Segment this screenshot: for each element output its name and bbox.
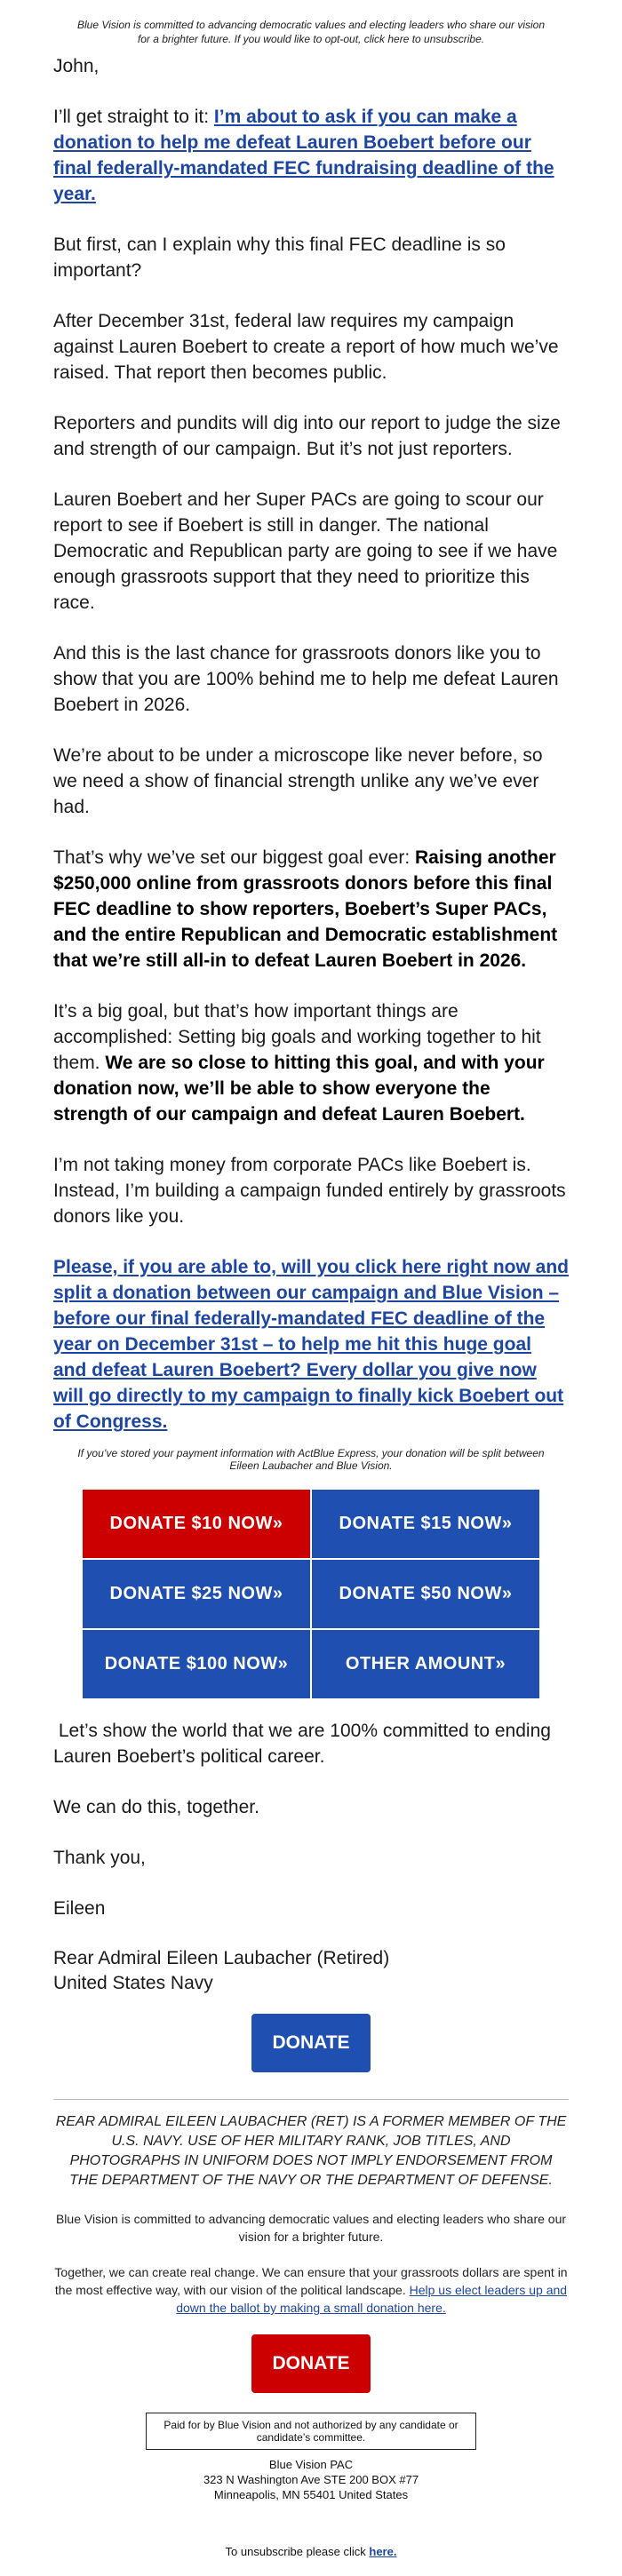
footer-donate-link[interactable]: Help us elect leaders up and down the ballot by making a small donation here. — [176, 2283, 568, 2315]
paragraph-8-prefix: That’s why we’ve set our biggest goal ever: — [53, 847, 415, 868]
donate-button-wrap — [53, 2014, 569, 2072]
intro-donate-link[interactable]: I’m about to ask if you can make a donation to help me defeat Lauren Boebert before our final federally-mandated FEC fundraising deadline of the year. — [53, 107, 554, 204]
signature-branch: United States Navy — [53, 1973, 213, 1993]
split-donation-link[interactable]: Please, if you are able to, will you click here right now and split a donation between our campaign and Blue Vision – before our final federally-mandated FEC deadline of the year on December 31st – to help me hit this huge goal and defeat Lauren Boebert? Every dollar you give now will go directly to my campaign to finally kick Boebert out of Congress. — [53, 1257, 569, 1432]
footer-donate-button[interactable]: DONATE — [251, 2334, 371, 2393]
footer-mission: Blue Vision is committed to advancing democratic values and electing leaders who share our vision for a brighter future. — [55, 2212, 567, 2244]
donate-button[interactable]: DONATE — [251, 2014, 371, 2072]
donate-button-grid — [83, 1490, 539, 1698]
paragraph-9 — [53, 998, 569, 1127]
mailing-address — [53, 2457, 569, 2502]
greeting: John, — [53, 56, 100, 76]
unsubscribe-line — [53, 2545, 569, 2576]
paragraph-12 — [53, 1718, 569, 1769]
signature-name: Eileen — [53, 1898, 106, 1919]
footer-appeal-text: Together, we can create real change. We can ensure that your grassroots dollars are spent in the most effective way, with our vision of the political landscape. — [54, 2265, 568, 2297]
paragraph-9-bold: We are so close to hitting this goal, and with your donation now, we’ll be able to show everyone the strength of our campaign and defeat Lauren Boebert. — [53, 1053, 545, 1125]
paragraph-13: We can do this, together. — [53, 1797, 259, 1817]
donate-15-button[interactable]: DONATE $15 NOW» — [312, 1490, 539, 1558]
footer-donate-wrap — [53, 2334, 569, 2393]
intro-prefix: I’ll get straight to it: — [53, 107, 214, 127]
paragraph-8 — [53, 845, 569, 974]
signature-title — [53, 1946, 569, 1996]
paid-for-box: Paid for by Blue Vision and not authorized by any candidate or candidate’s committee. — [146, 2413, 476, 2450]
email-body — [0, 53, 622, 2576]
unsubscribe-link[interactable]: here. — [369, 2545, 397, 2558]
unsubscribe-text: To unsubscribe please click — [225, 2545, 370, 2558]
paragraph-3: After December 31st, federal law requires my campaign against Lauren Boebert to create a report of how much we’ve raised. That report then becomes public. — [53, 311, 559, 383]
address-city: Minneapolis, MN 55401 United States — [213, 2488, 409, 2501]
preheader-text: Blue Vision is committed to advancing democratic values and electing leaders who share our vision for a brighter future. If you would like to opt-out, click here to unsubscribe. — [76, 19, 546, 45]
signature-rank: Rear Admiral Eileen Laubacher (Retired) — [53, 1948, 390, 1968]
actblue-note: If you’ve stored your payment information with ActBlue Express, your donation will be split between Eileen Laubacher and Blue Vision. — [77, 1447, 545, 1472]
donate-25-button[interactable]: DONATE $25 NOW» — [83, 1560, 310, 1628]
other-amount-button[interactable]: OTHER AMOUNT» — [312, 1630, 539, 1698]
intro-paragraph — [53, 104, 569, 207]
donate-100-button[interactable]: DONATE $100 NOW» — [83, 1630, 310, 1698]
donate-10-button[interactable]: DONATE $10 NOW» — [83, 1490, 310, 1558]
address-org: Blue Vision PAC — [268, 2458, 354, 2471]
paragraph-6: And this is the last chance for grassroots donors like you to show that you are 100% behind me to help me defeat Lauren Boebert in 2026. — [53, 643, 559, 715]
footer-appeal — [53, 2263, 569, 2317]
sign-off: Thank you, — [53, 1848, 146, 1868]
paragraph-7: We’re about to be under a microscope like never before, so we need a show of financial strength unlike any we’ve ever had. — [53, 745, 543, 817]
paragraph-2: But first, can I explain why this final FEC deadline is so important? — [53, 235, 506, 281]
paragraph-11 — [53, 1254, 569, 1435]
paragraph-9-prefix: It’s a big goal, but that’s how important things are accomplished: Setting big goals and working together to hit them. — [53, 1001, 541, 1073]
military-disclaimer: REAR ADMIRAL EILEEN LAUBACHER (RET) IS A FORMER MEMBER OF THE U.S. NAVY. USE OF HER MILITARY RANK, JOB TITLES, AND PHOTOGRAPHS IN UNIFORM DOES NOT IMPLY ENDORSEMENT FROM THE DEPARTMENT OF THE NAVY OR THE DEPARTMENT OF DEFENSE. — [55, 2114, 567, 2188]
address-street: 323 N Washington Ave STE 200 BOX #77 — [203, 2473, 419, 2486]
paragraph-4: Reporters and pundits will dig into our report to judge the size and strength of our campaign. But it’s not just reporters. — [53, 413, 561, 459]
divider — [53, 2099, 569, 2100]
donate-50-button[interactable]: DONATE $50 NOW» — [312, 1560, 539, 1628]
paragraph-8-bold: Raising another $250,000 online from grassroots donors before this final FEC deadline to show reporters, Boebert’s Super PACs, and the entire Republican and Democratic establishment that we’re still all-in to defeat Lauren Boebert in 2026. — [53, 847, 558, 971]
paragraph-12-text: Let’s show the world that we are 100% committed to ending Lauren Boebert’s political career. — [53, 1721, 551, 1767]
paragraph-10: I’m not taking money from corporate PACs like Boebert is. Instead, I’m building a campaign funded entirely by grassroots donors like you. — [53, 1155, 566, 1227]
paragraph-5: Lauren Boebert and her Super PACs are going to scour our report to see if Boebert is still in danger. The national Democratic and Republican party are going to see if we have enough grassroots support that they need to prioritize this race. — [53, 489, 558, 613]
